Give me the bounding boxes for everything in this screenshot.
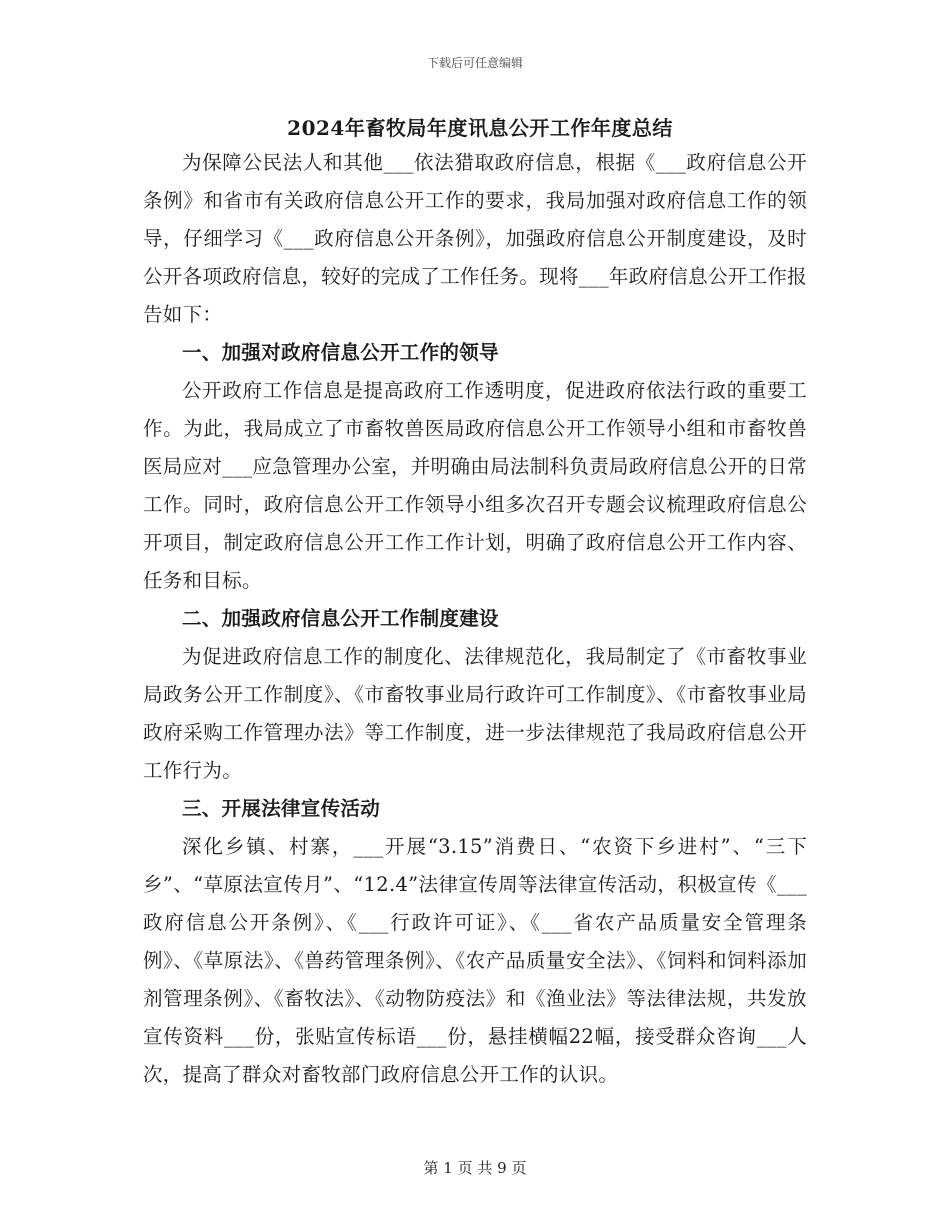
intro-paragraph: 为保障公民法人和其他___依法猎取政府信息，根据《___政府信息公开条例》和省市有关政府信息公开工作的要求，我局加强对政府信息工作的领导，仔细学习《___政府信息公开条例》，加强政府信息公开制度建设，及时公开各项政府信息，较好的完成了工作任务。现将___年政府信息公开工作报告如下： (143, 151, 807, 326)
section-paragraph-leadership: 公开政府工作信息是提高政府工作透明度，促进政府依法行政的重要工作。为此，我局成立了市畜牧兽医局政府信息公开工作领导小组和市畜牧兽医局应对___应急管理办公室，并明确由局法制科负责局政府信息公开的日常工作。同时，政府信息公开工作领导小组多次召开专题会议梳理政府信息公开项目，制定政府信息公开工作工作计划，明确了政府信息公开工作内容、任务和目标。 (143, 379, 807, 592)
page-header-note: 下载后可任意编辑 (426, 56, 523, 70)
page-number: 第 1 页 共 9 页 (423, 1159, 527, 1177)
document-title: 2024年畜牧局年度讯息公开工作年度总结 (287, 116, 673, 140)
section-paragraph-system: 为促进政府信息工作的制度化、法律规范化，我局制定了《市畜牧事业局政务公开工作制度》、《市畜牧事业局行政许可工作制度》、《市畜牧事业局政府采购工作管理办法》等工作制度，进一步法律规范了我局政府信息公开工作行为。 (143, 645, 807, 782)
section-heading-publicity: 三、开展法律宣传活动 (182, 797, 381, 820)
section-heading-leadership: 一、加强对政府信息公开工作的领导 (182, 341, 499, 364)
document-body (143, 144, 807, 1094)
section-paragraph-publicity: 深化乡镇、村寨，___开展“3.15”消费日、“农资下乡进村”、“三下乡”、“草原法宣传月”、“12.4”法律宣传周等法律宣传活动，积极宣传《___政府信息公开条例》、《___行政许可证》、《___省农产品质量安全管理条例》、《草原法》、《兽药管理条例》、《农产品质量安全法》、《饲料和饲料添加剂管理条例》、《畜牧法》、《动物防疫法》和《渔业法》等法律法规，共发放宣传资料___份，张贴宣传标语___份，悬挂横幅22幅，接受群众咨询___人次，提高了群众对畜牧部门政府信息公开工作的认识。 (143, 835, 807, 1086)
section-heading-system: 二、加强政府信息公开工作制度建设 (182, 607, 499, 630)
